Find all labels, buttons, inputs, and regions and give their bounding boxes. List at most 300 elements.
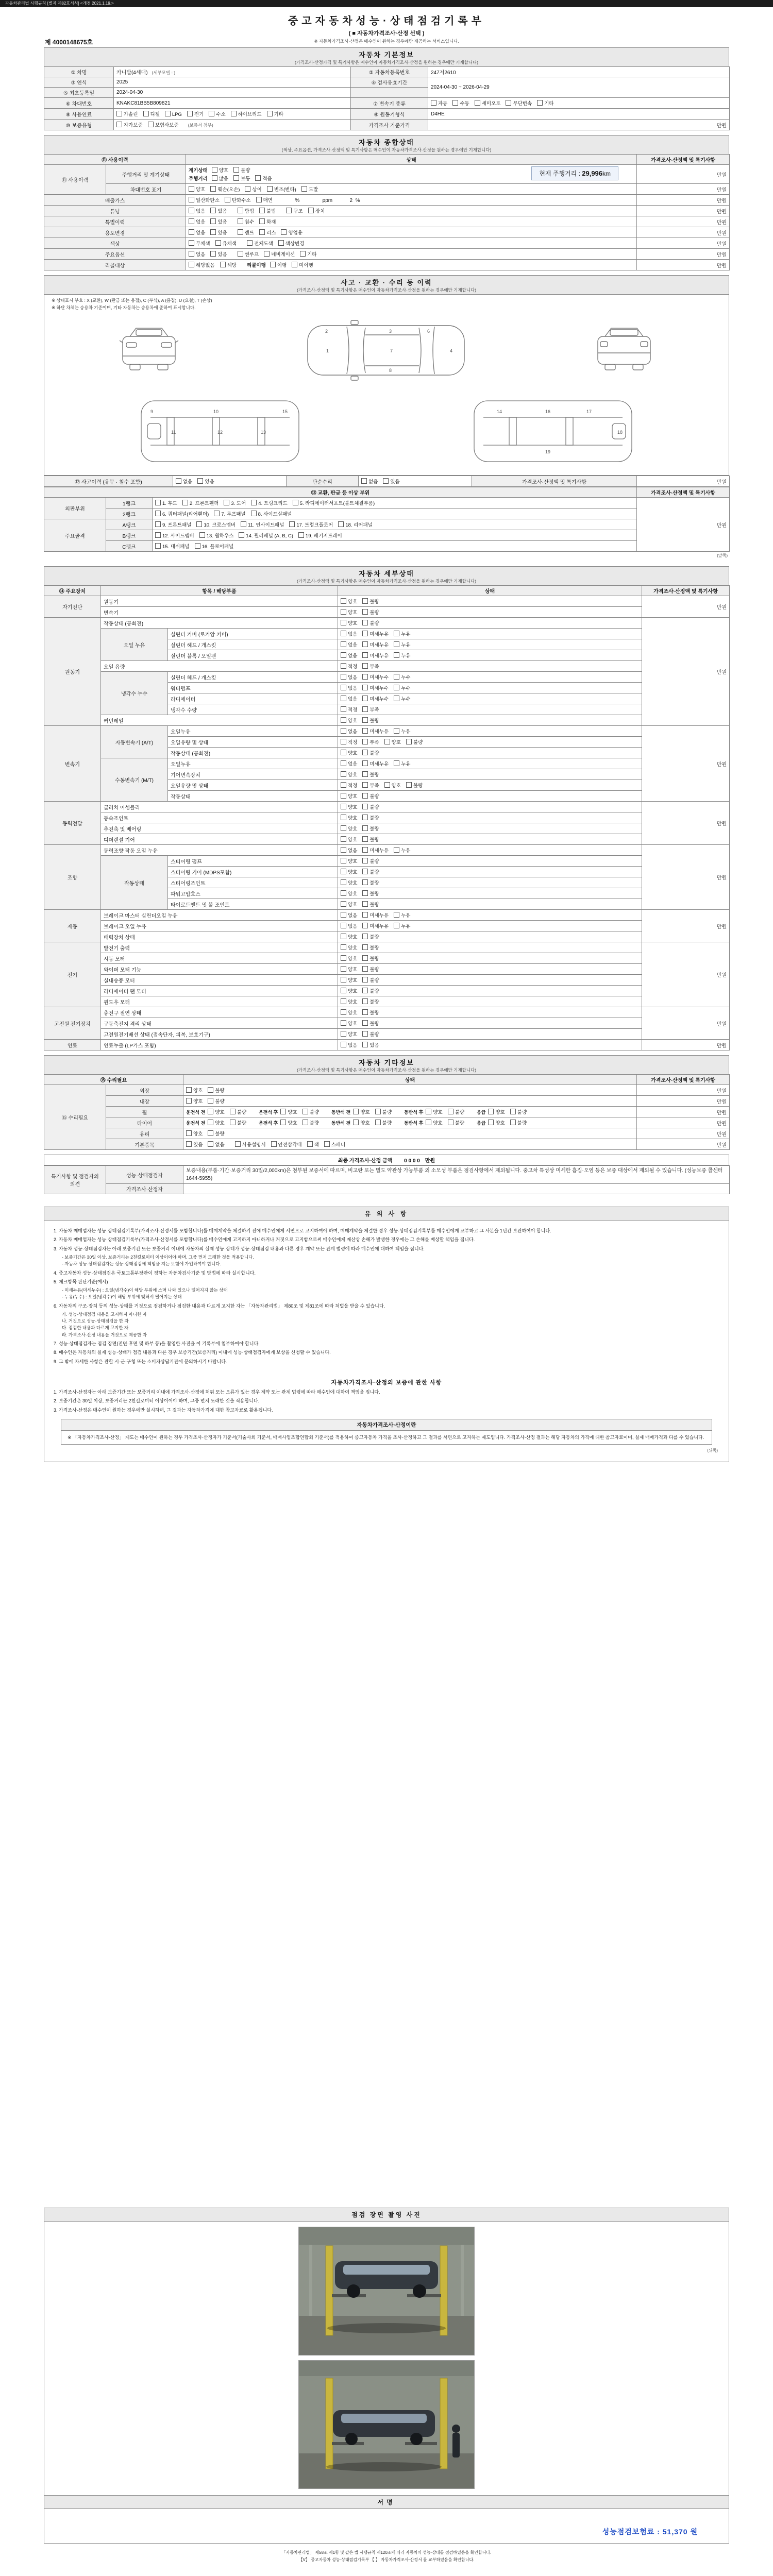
checkbox-icon[interactable] bbox=[341, 793, 346, 799]
checkbox-icon[interactable] bbox=[362, 815, 368, 820]
checkbox-icon[interactable] bbox=[394, 696, 399, 701]
checkbox-icon[interactable] bbox=[241, 521, 246, 527]
checkbox-icon[interactable] bbox=[238, 229, 243, 235]
checkbox-option[interactable] bbox=[210, 185, 240, 193]
checkbox-option[interactable] bbox=[186, 1130, 203, 1137]
checkbox-icon[interactable] bbox=[195, 543, 200, 549]
checkbox-option[interactable] bbox=[362, 792, 379, 800]
checkbox-icon[interactable] bbox=[189, 186, 194, 192]
checkbox-icon[interactable] bbox=[448, 1120, 453, 1125]
checkbox-icon[interactable] bbox=[341, 696, 346, 701]
checkbox-option[interactable] bbox=[224, 499, 246, 506]
checkbox-option[interactable] bbox=[341, 901, 357, 908]
checkbox-option[interactable] bbox=[187, 110, 204, 117]
checkbox-option[interactable] bbox=[341, 641, 357, 648]
checkbox-option[interactable] bbox=[341, 955, 357, 962]
checkbox-option[interactable] bbox=[251, 510, 292, 517]
checkbox-option[interactable] bbox=[196, 521, 236, 528]
checkbox-icon[interactable] bbox=[362, 836, 368, 842]
checkbox-option[interactable] bbox=[488, 1108, 505, 1115]
checkbox-option[interactable] bbox=[341, 803, 357, 810]
checkbox-option[interactable] bbox=[256, 196, 273, 204]
checkbox-icon[interactable] bbox=[341, 858, 346, 863]
checkbox-icon[interactable] bbox=[292, 262, 297, 267]
checkbox-icon[interactable] bbox=[212, 167, 217, 173]
checkbox-option[interactable] bbox=[362, 706, 379, 713]
checkbox-icon[interactable] bbox=[281, 229, 287, 235]
checkbox-icon[interactable] bbox=[231, 111, 237, 116]
checkbox-option[interactable] bbox=[231, 110, 262, 117]
checkbox-icon[interactable] bbox=[209, 111, 214, 116]
checkbox-option[interactable] bbox=[210, 250, 227, 258]
checkbox-icon[interactable] bbox=[189, 208, 194, 213]
checkbox-option[interactable] bbox=[301, 185, 318, 193]
checkbox-icon[interactable] bbox=[341, 717, 346, 723]
checkbox-option[interactable] bbox=[362, 641, 389, 648]
checkbox-option[interactable] bbox=[208, 1097, 224, 1105]
checkbox-option[interactable] bbox=[189, 250, 205, 258]
checkbox-icon[interactable] bbox=[278, 240, 284, 246]
checkbox-icon[interactable] bbox=[341, 998, 346, 1004]
checkbox-icon[interactable] bbox=[224, 500, 229, 505]
checkbox-icon[interactable] bbox=[341, 944, 346, 950]
checkbox-icon[interactable] bbox=[341, 674, 346, 680]
checkbox-option[interactable] bbox=[259, 229, 276, 236]
checkbox-icon[interactable] bbox=[280, 1120, 286, 1125]
checkbox-option[interactable] bbox=[189, 229, 205, 236]
checkbox-icon[interactable] bbox=[199, 532, 205, 538]
checkbox-option[interactable] bbox=[155, 532, 194, 539]
checkbox-icon[interactable] bbox=[189, 218, 194, 224]
checkbox-icon[interactable] bbox=[341, 1020, 346, 1026]
checkbox-option[interactable] bbox=[220, 261, 237, 268]
checkbox-option[interactable] bbox=[189, 218, 205, 225]
checkbox-icon[interactable] bbox=[210, 218, 216, 224]
checkbox-icon[interactable] bbox=[210, 186, 216, 192]
checkbox-icon[interactable] bbox=[303, 1120, 308, 1125]
checkbox-option[interactable] bbox=[341, 760, 357, 767]
checkbox-icon[interactable] bbox=[255, 175, 261, 181]
checkbox-option[interactable] bbox=[362, 663, 379, 670]
checkbox-option[interactable] bbox=[394, 695, 410, 702]
checkbox-icon[interactable] bbox=[341, 955, 346, 961]
checkbox-option[interactable] bbox=[362, 760, 389, 767]
checkbox-icon[interactable] bbox=[235, 1141, 241, 1147]
checkbox-option[interactable] bbox=[341, 836, 357, 843]
checkbox-option[interactable] bbox=[155, 510, 209, 517]
checkbox-option[interactable] bbox=[362, 814, 379, 821]
checkbox-option[interactable] bbox=[362, 1009, 379, 1016]
checkbox-option[interactable] bbox=[341, 1020, 357, 1027]
checkbox-icon[interactable] bbox=[189, 262, 194, 267]
checkbox-icon[interactable] bbox=[341, 966, 346, 972]
checkbox-option[interactable] bbox=[394, 641, 410, 648]
checkbox-icon[interactable] bbox=[362, 750, 368, 755]
checkbox-icon[interactable] bbox=[245, 186, 250, 192]
checkbox-option[interactable] bbox=[210, 207, 227, 214]
checkbox-icon[interactable] bbox=[341, 631, 346, 636]
checkbox-option[interactable] bbox=[448, 1119, 464, 1126]
checkbox-option[interactable] bbox=[341, 706, 357, 713]
checkbox-option[interactable] bbox=[341, 598, 357, 605]
checkbox-option[interactable] bbox=[353, 1108, 369, 1115]
checkbox-icon[interactable] bbox=[341, 739, 346, 744]
checkbox-option[interactable] bbox=[406, 782, 423, 789]
checkbox-option[interactable] bbox=[510, 1108, 527, 1115]
checkbox-icon[interactable] bbox=[341, 879, 346, 885]
checkbox-icon[interactable] bbox=[251, 500, 257, 505]
checkbox-icon[interactable] bbox=[214, 511, 220, 516]
checkbox-icon[interactable] bbox=[362, 631, 368, 636]
checkbox-option[interactable] bbox=[280, 1119, 297, 1126]
checkbox-option[interactable] bbox=[292, 261, 313, 268]
checkbox-option[interactable] bbox=[238, 218, 254, 225]
checkbox-icon[interactable] bbox=[362, 858, 368, 863]
checkbox-icon[interactable] bbox=[341, 804, 346, 809]
checkbox-option[interactable] bbox=[394, 630, 410, 637]
checkbox-icon[interactable] bbox=[341, 912, 346, 918]
checkbox-option[interactable] bbox=[341, 792, 357, 800]
checkbox-icon[interactable] bbox=[267, 186, 273, 192]
checkbox-option[interactable] bbox=[286, 207, 303, 214]
checkbox-option[interactable] bbox=[341, 630, 357, 637]
checkbox-icon[interactable] bbox=[362, 847, 368, 853]
checkbox-icon[interactable] bbox=[189, 251, 194, 257]
checkbox-option[interactable] bbox=[189, 261, 215, 268]
checkbox-option[interactable] bbox=[189, 196, 220, 204]
checkbox-icon[interactable] bbox=[238, 218, 243, 224]
checkbox-option[interactable] bbox=[245, 185, 261, 193]
checkbox-icon[interactable] bbox=[537, 100, 543, 106]
checkbox-option[interactable] bbox=[259, 207, 276, 214]
checkbox-icon[interactable] bbox=[165, 111, 171, 116]
checkbox-option[interactable] bbox=[362, 879, 379, 886]
checkbox-icon[interactable] bbox=[186, 1141, 192, 1147]
checkbox-icon[interactable] bbox=[264, 251, 270, 257]
checkbox-option[interactable] bbox=[362, 901, 379, 908]
checkbox-icon[interactable] bbox=[362, 944, 368, 950]
checkbox-icon[interactable] bbox=[362, 760, 368, 766]
checkbox-option[interactable] bbox=[341, 911, 357, 919]
checkbox-icon[interactable] bbox=[341, 598, 346, 604]
checkbox-option[interactable] bbox=[233, 166, 250, 174]
checkbox-option[interactable] bbox=[362, 965, 379, 973]
checkbox-icon[interactable] bbox=[384, 739, 390, 744]
checkbox-icon[interactable] bbox=[189, 240, 194, 246]
checkbox-option[interactable] bbox=[341, 976, 357, 984]
checkbox-option[interactable] bbox=[362, 803, 379, 810]
checkbox-option[interactable] bbox=[362, 976, 379, 984]
checkbox-option[interactable] bbox=[225, 196, 251, 204]
checkbox-icon[interactable] bbox=[341, 869, 346, 874]
checkbox-option[interactable] bbox=[362, 1020, 379, 1027]
checkbox-icon[interactable] bbox=[341, 771, 346, 777]
checkbox-option[interactable] bbox=[341, 608, 357, 616]
checkbox-option[interactable] bbox=[341, 933, 357, 940]
checkbox-option[interactable] bbox=[341, 619, 357, 626]
checkbox-option[interactable] bbox=[341, 663, 357, 670]
checkbox-option[interactable] bbox=[341, 673, 357, 681]
checkbox-option[interactable] bbox=[267, 110, 283, 117]
checkbox-icon[interactable] bbox=[341, 760, 346, 766]
checkbox-icon[interactable] bbox=[307, 1141, 313, 1147]
checkbox-option[interactable] bbox=[506, 99, 532, 107]
checkbox-icon[interactable] bbox=[362, 793, 368, 799]
checkbox-option[interactable] bbox=[406, 738, 423, 745]
checkbox-icon[interactable] bbox=[362, 977, 368, 982]
checkbox-icon[interactable] bbox=[341, 1042, 346, 1047]
checkbox-option[interactable] bbox=[251, 499, 287, 506]
checkbox-option[interactable] bbox=[362, 836, 379, 843]
checkbox-icon[interactable] bbox=[362, 641, 368, 647]
checkbox-icon[interactable] bbox=[341, 706, 346, 712]
checkbox-icon[interactable] bbox=[233, 167, 239, 173]
checkbox-icon[interactable] bbox=[230, 1109, 236, 1114]
checkbox-icon[interactable] bbox=[270, 262, 276, 267]
checkbox-icon[interactable] bbox=[362, 685, 368, 690]
checkbox-icon[interactable] bbox=[362, 879, 368, 885]
checkbox-icon[interactable] bbox=[251, 511, 257, 516]
checkbox-option[interactable] bbox=[362, 825, 379, 832]
checkbox-option[interactable] bbox=[281, 229, 303, 236]
checkbox-option[interactable] bbox=[186, 1141, 203, 1148]
checkbox-option[interactable] bbox=[210, 229, 227, 236]
checkbox-icon[interactable] bbox=[394, 652, 399, 658]
checkbox-option[interactable] bbox=[189, 185, 205, 193]
checkbox-icon[interactable] bbox=[155, 511, 161, 516]
checkbox-icon[interactable] bbox=[215, 240, 221, 246]
checkbox-option[interactable] bbox=[383, 478, 399, 485]
checkbox-icon[interactable] bbox=[280, 1109, 286, 1114]
checkbox-icon[interactable] bbox=[210, 208, 216, 213]
checkbox-icon[interactable] bbox=[324, 1141, 330, 1147]
checkbox-option[interactable] bbox=[341, 717, 357, 724]
checkbox-icon[interactable] bbox=[431, 100, 436, 106]
checkbox-option[interactable] bbox=[189, 240, 210, 247]
checkbox-icon[interactable] bbox=[362, 652, 368, 658]
checkbox-icon[interactable] bbox=[362, 706, 368, 712]
checkbox-icon[interactable] bbox=[208, 1098, 213, 1104]
checkbox-option[interactable] bbox=[230, 1108, 246, 1115]
checkbox-icon[interactable] bbox=[341, 1031, 346, 1037]
checkbox-icon[interactable] bbox=[196, 521, 202, 527]
checkbox-option[interactable] bbox=[155, 521, 191, 528]
checkbox-icon[interactable] bbox=[238, 251, 243, 257]
checkbox-option[interactable] bbox=[341, 857, 357, 865]
checkbox-option[interactable] bbox=[362, 857, 379, 865]
checkbox-icon[interactable] bbox=[256, 197, 262, 202]
checkbox-option[interactable] bbox=[212, 175, 228, 182]
checkbox-icon[interactable] bbox=[341, 652, 346, 658]
checkbox-option[interactable] bbox=[341, 922, 357, 929]
checkbox-option[interactable] bbox=[148, 121, 179, 128]
checkbox-option[interactable] bbox=[341, 987, 357, 994]
checkbox-icon[interactable] bbox=[220, 262, 226, 267]
checkbox-option[interactable] bbox=[143, 110, 160, 117]
checkbox-icon[interactable] bbox=[341, 663, 346, 669]
checkbox-icon[interactable] bbox=[394, 728, 399, 734]
checkbox-icon[interactable] bbox=[362, 717, 368, 723]
checkbox-option[interactable] bbox=[247, 240, 273, 247]
checkbox-icon[interactable] bbox=[362, 674, 368, 680]
checkbox-icon[interactable] bbox=[116, 122, 122, 127]
checkbox-icon[interactable] bbox=[362, 696, 368, 701]
checkbox-icon[interactable] bbox=[362, 912, 368, 918]
checkbox-icon[interactable] bbox=[116, 111, 122, 116]
checkbox-option[interactable] bbox=[289, 521, 333, 528]
checkbox-option[interactable] bbox=[448, 1108, 464, 1115]
checkbox-option[interactable] bbox=[214, 510, 245, 517]
checkbox-icon[interactable] bbox=[362, 782, 368, 788]
checkbox-icon[interactable] bbox=[452, 100, 458, 106]
checkbox-icon[interactable] bbox=[394, 923, 399, 928]
checkbox-icon[interactable] bbox=[230, 1120, 236, 1125]
checkbox-option[interactable] bbox=[280, 1108, 297, 1115]
checkbox-icon[interactable] bbox=[187, 111, 193, 116]
checkbox-option[interactable] bbox=[307, 1141, 319, 1148]
checkbox-icon[interactable] bbox=[210, 229, 216, 235]
checkbox-icon[interactable] bbox=[293, 500, 298, 505]
checkbox-icon[interactable] bbox=[488, 1120, 494, 1125]
checkbox-icon[interactable] bbox=[155, 543, 161, 549]
checkbox-option[interactable] bbox=[362, 652, 389, 659]
checkbox-icon[interactable] bbox=[289, 521, 295, 527]
checkbox-option[interactable] bbox=[362, 998, 379, 1005]
checkbox-icon[interactable] bbox=[197, 478, 203, 484]
checkbox-icon[interactable] bbox=[488, 1109, 494, 1114]
checkbox-option[interactable] bbox=[341, 1030, 357, 1038]
checkbox-option[interactable] bbox=[362, 608, 379, 616]
checkbox-option[interactable] bbox=[116, 121, 143, 128]
checkbox-option[interactable] bbox=[230, 1119, 246, 1126]
checkbox-option[interactable] bbox=[431, 99, 447, 107]
checkbox-option[interactable] bbox=[361, 478, 378, 485]
checkbox-option[interactable] bbox=[426, 1108, 442, 1115]
checkbox-icon[interactable] bbox=[353, 1109, 359, 1114]
checkbox-icon[interactable] bbox=[341, 815, 346, 820]
checkbox-icon[interactable] bbox=[394, 912, 399, 918]
checkbox-option[interactable] bbox=[394, 652, 410, 659]
checkbox-icon[interactable] bbox=[271, 1141, 277, 1147]
checkbox-icon[interactable] bbox=[341, 825, 346, 831]
checkbox-option[interactable] bbox=[197, 478, 214, 485]
checkbox-option[interactable] bbox=[341, 825, 357, 832]
checkbox-icon[interactable] bbox=[510, 1120, 516, 1125]
checkbox-icon[interactable] bbox=[208, 1141, 213, 1147]
checkbox-option[interactable] bbox=[362, 598, 379, 605]
checkbox-icon[interactable] bbox=[362, 988, 368, 993]
checkbox-icon[interactable] bbox=[208, 1087, 213, 1093]
checkbox-option[interactable] bbox=[116, 110, 138, 117]
checkbox-icon[interactable] bbox=[426, 1109, 431, 1114]
checkbox-option[interactable] bbox=[341, 727, 357, 735]
checkbox-icon[interactable] bbox=[375, 1109, 381, 1114]
checkbox-option[interactable] bbox=[341, 998, 357, 1005]
checkbox-option[interactable] bbox=[186, 1087, 203, 1094]
checkbox-icon[interactable] bbox=[510, 1109, 516, 1114]
checkbox-option[interactable] bbox=[353, 1119, 369, 1126]
checkbox-icon[interactable] bbox=[362, 804, 368, 809]
checkbox-option[interactable] bbox=[199, 532, 234, 539]
checkbox-option[interactable] bbox=[208, 1130, 224, 1137]
checkbox-icon[interactable] bbox=[300, 251, 306, 257]
checkbox-option[interactable] bbox=[475, 99, 501, 107]
checkbox-icon[interactable] bbox=[362, 923, 368, 928]
checkbox-icon[interactable] bbox=[286, 208, 292, 213]
checkbox-option[interactable] bbox=[362, 955, 379, 962]
checkbox-option[interactable] bbox=[155, 543, 190, 550]
checkbox-option[interactable] bbox=[195, 543, 234, 550]
checkbox-icon[interactable] bbox=[341, 685, 346, 690]
checkbox-option[interactable] bbox=[394, 846, 410, 854]
checkbox-icon[interactable] bbox=[186, 1087, 192, 1093]
checkbox-icon[interactable] bbox=[186, 1098, 192, 1104]
checkbox-icon[interactable] bbox=[210, 251, 216, 257]
checkbox-option[interactable] bbox=[209, 110, 225, 117]
checkbox-option[interactable] bbox=[238, 207, 254, 214]
checkbox-option[interactable] bbox=[182, 499, 219, 506]
checkbox-option[interactable] bbox=[341, 771, 357, 778]
checkbox-option[interactable] bbox=[362, 890, 379, 897]
checkbox-icon[interactable] bbox=[341, 750, 346, 755]
checkbox-icon[interactable] bbox=[341, 923, 346, 928]
checkbox-option[interactable] bbox=[362, 1030, 379, 1038]
checkbox-icon[interactable] bbox=[362, 869, 368, 874]
checkbox-icon[interactable] bbox=[394, 847, 399, 853]
checkbox-option[interactable] bbox=[362, 630, 389, 637]
checkbox-option[interactable] bbox=[264, 250, 295, 258]
checkbox-icon[interactable] bbox=[341, 836, 346, 842]
checkbox-icon[interactable] bbox=[208, 1120, 213, 1125]
checkbox-option[interactable] bbox=[267, 185, 296, 193]
checkbox-icon[interactable] bbox=[506, 100, 511, 106]
checkbox-icon[interactable] bbox=[362, 1009, 368, 1015]
checkbox-option[interactable] bbox=[384, 782, 401, 789]
checkbox-icon[interactable] bbox=[362, 663, 368, 669]
checkbox-option[interactable] bbox=[303, 1119, 319, 1126]
checkbox-icon[interactable] bbox=[362, 1042, 368, 1047]
checkbox-option[interactable] bbox=[270, 261, 287, 268]
checkbox-icon[interactable] bbox=[239, 532, 244, 538]
checkbox-option[interactable] bbox=[362, 944, 379, 951]
checkbox-option[interactable] bbox=[537, 99, 553, 107]
checkbox-icon[interactable] bbox=[362, 966, 368, 972]
checkbox-icon[interactable] bbox=[341, 934, 346, 939]
checkbox-icon[interactable] bbox=[189, 197, 194, 202]
checkbox-icon[interactable] bbox=[298, 532, 304, 538]
checkbox-icon[interactable] bbox=[341, 609, 346, 615]
checkbox-option[interactable] bbox=[259, 218, 276, 225]
checkbox-option[interactable] bbox=[362, 911, 389, 919]
checkbox-option[interactable] bbox=[176, 478, 192, 485]
checkbox-option[interactable] bbox=[303, 1108, 319, 1115]
checkbox-icon[interactable] bbox=[362, 1031, 368, 1037]
checkbox-option[interactable] bbox=[208, 1141, 224, 1148]
checkbox-icon[interactable] bbox=[361, 478, 367, 484]
checkbox-option[interactable] bbox=[341, 868, 357, 875]
checkbox-icon[interactable] bbox=[375, 1120, 381, 1125]
checkbox-option[interactable] bbox=[375, 1119, 392, 1126]
checkbox-icon[interactable] bbox=[301, 186, 307, 192]
checkbox-icon[interactable] bbox=[362, 598, 368, 604]
checkbox-option[interactable] bbox=[362, 673, 389, 681]
checkbox-option[interactable] bbox=[155, 499, 177, 506]
checkbox-icon[interactable] bbox=[259, 208, 265, 213]
checkbox-icon[interactable] bbox=[155, 532, 161, 538]
checkbox-option[interactable] bbox=[341, 890, 357, 897]
checkbox-icon[interactable] bbox=[259, 229, 265, 235]
checkbox-option[interactable] bbox=[165, 111, 182, 117]
